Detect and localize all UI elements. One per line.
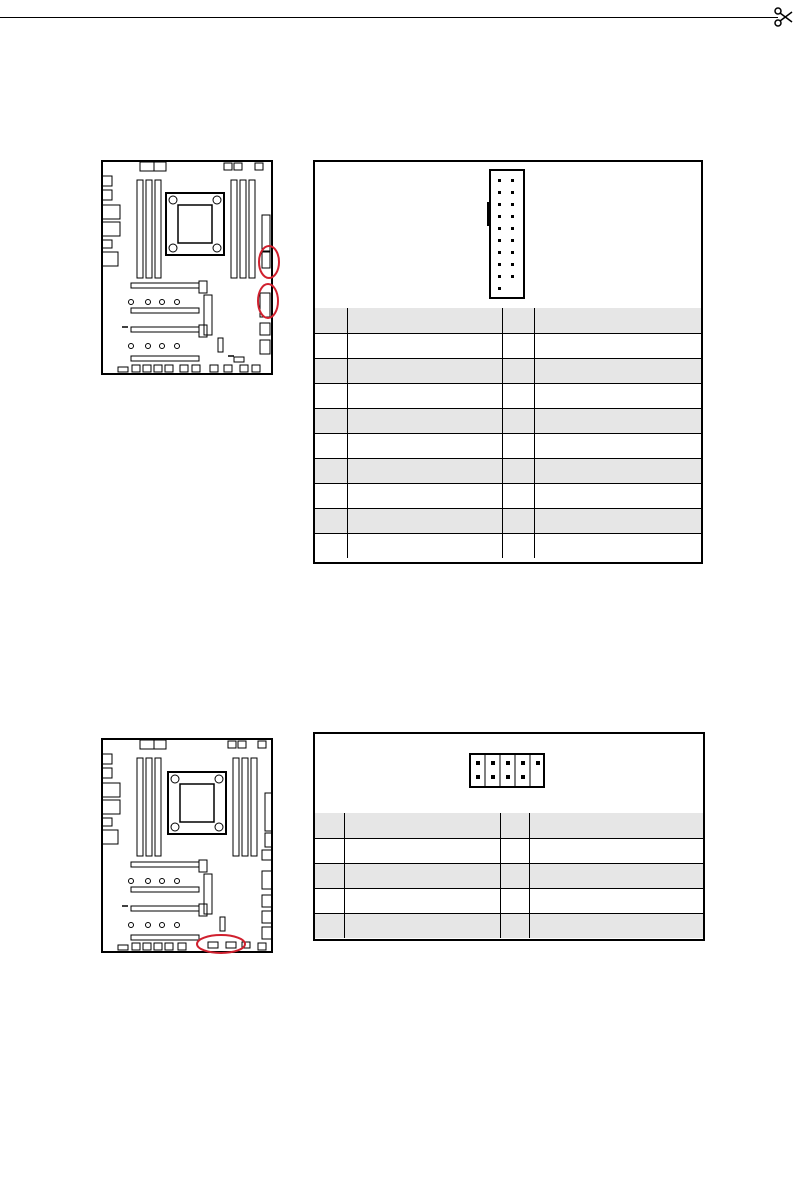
pin-a-cell: [315, 533, 347, 558]
signal-b-cell: [534, 358, 701, 383]
pin-b-cell: [502, 508, 534, 533]
signal-a-cell: [347, 483, 502, 508]
top-rule: [0, 17, 778, 18]
pin-a-cell: [315, 508, 347, 533]
pin-a-cell: [315, 458, 347, 483]
pin-a-cell: [315, 408, 347, 433]
pin-b-cell: [502, 408, 534, 433]
signal-b-cell: [534, 458, 701, 483]
table-row: [315, 383, 701, 408]
signal-a-cell: [344, 863, 500, 888]
pin-definition-table: [315, 813, 703, 938]
signal-a-cell: [347, 433, 502, 458]
pin-a-cell: [315, 888, 344, 913]
signal-a-cell: [347, 408, 502, 433]
signal-b-cell: [534, 483, 701, 508]
pin-a-cell: [315, 483, 347, 508]
pin-b-cell: [502, 533, 534, 558]
motherboard-icon: [100, 160, 285, 378]
signal-b-cell: [534, 508, 701, 533]
table-row: [315, 863, 703, 888]
table-row: [315, 308, 701, 333]
pin-a-cell: [315, 333, 347, 358]
signal-b-cell: [534, 383, 701, 408]
pin-a-cell: [315, 813, 344, 838]
pin-a-cell: [315, 433, 347, 458]
signal-b-cell: [534, 433, 701, 458]
pin-b-cell: [502, 308, 534, 333]
pin-b-cell: [502, 458, 534, 483]
signal-a-cell: [347, 383, 502, 408]
signal-a-cell: [344, 838, 500, 863]
table-row: [315, 533, 701, 558]
pin-a-cell: [315, 863, 344, 888]
signal-a-cell: [347, 533, 502, 558]
pin-header-2x10-icon: [315, 162, 701, 308]
pin-b-cell: [502, 433, 534, 458]
pin-b-cell: [500, 913, 529, 938]
signal-b-cell: [529, 838, 703, 863]
table-row: [315, 888, 703, 913]
pin-header-2x5-icon: [315, 734, 703, 813]
pin-b-cell: [500, 863, 529, 888]
signal-b-cell: [529, 813, 703, 838]
signal-a-cell: [344, 888, 500, 913]
signal-a-cell: [347, 458, 502, 483]
signal-a-cell: [344, 913, 500, 938]
pin-b-cell: [502, 358, 534, 383]
pinout-panel-2: [313, 732, 705, 941]
scissors-icon: [773, 7, 793, 27]
pin-b-cell: [500, 888, 529, 913]
motherboard-diagram-1: [100, 160, 285, 378]
pin-a-cell: [315, 383, 347, 408]
pin-b-cell: [502, 383, 534, 408]
pin-definition-table: [315, 308, 701, 558]
connector-diagram: [315, 162, 701, 308]
table-row: [315, 458, 701, 483]
motherboard-diagram-2: [100, 735, 285, 960]
pin-a-cell: [315, 913, 344, 938]
pin-b-cell: [500, 838, 529, 863]
signal-a-cell: [347, 508, 502, 533]
pin-a-cell: [315, 838, 344, 863]
table-row: [315, 913, 703, 938]
table-row: [315, 838, 703, 863]
pin-b-cell: [500, 813, 529, 838]
table-row: [315, 813, 703, 838]
signal-b-cell: [534, 533, 701, 558]
signal-b-cell: [534, 333, 701, 358]
table-row: [315, 433, 701, 458]
pin-b-cell: [502, 333, 534, 358]
table-row: [315, 508, 701, 533]
signal-b-cell: [534, 408, 701, 433]
table-row: [315, 483, 701, 508]
signal-a-cell: [347, 308, 502, 333]
table-row: [315, 408, 701, 433]
signal-b-cell: [529, 863, 703, 888]
signal-a-cell: [344, 813, 500, 838]
table-row: [315, 358, 701, 383]
pinout-panel-1: [313, 160, 703, 564]
motherboard-icon: [100, 735, 285, 960]
table-row: [315, 333, 701, 358]
signal-b-cell: [534, 308, 701, 333]
signal-b-cell: [529, 913, 703, 938]
pin-a-cell: [315, 308, 347, 333]
signal-b-cell: [529, 888, 703, 913]
signal-a-cell: [347, 358, 502, 383]
pin-a-cell: [315, 358, 347, 383]
connector-diagram: [315, 734, 703, 813]
signal-a-cell: [347, 333, 502, 358]
pin-b-cell: [502, 483, 534, 508]
